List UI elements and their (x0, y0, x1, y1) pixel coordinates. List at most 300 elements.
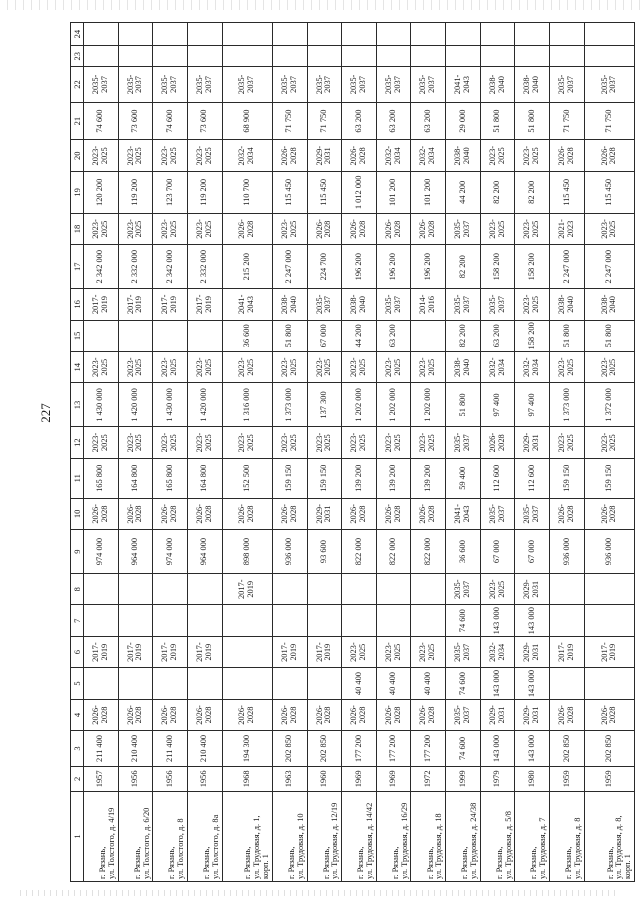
table-cell: 101 200 (376, 171, 411, 213)
table-cell (411, 574, 446, 605)
table-cell: 1 202 000 (342, 383, 377, 427)
table-cell: 2023- 2025 (550, 427, 585, 458)
table-cell (222, 668, 272, 699)
table-cell (187, 320, 222, 351)
table-cell: 2029- 2031 (480, 699, 515, 730)
table-cell: 964 000 (118, 530, 153, 574)
table-cell: 2035- 2037 (446, 427, 481, 458)
table-cell: 1956 (187, 766, 222, 791)
column-number-9: 9 (71, 530, 84, 574)
table-row (480, 23, 515, 882)
table-cell (222, 605, 272, 636)
column-number-5: 5 (71, 668, 84, 699)
table-cell: 2023- 2025 (342, 636, 377, 667)
table-cell: 2026- 2028 (376, 498, 411, 529)
address-cell: г. Рязань, ул. Трудовая, д. 7 (515, 791, 550, 881)
table-cell: 158 200 (515, 320, 550, 351)
table-cell: 158 200 (480, 245, 515, 289)
table-row (550, 23, 585, 882)
table-cell: 67 000 (480, 530, 515, 574)
table-cell: 2017- 2019 (272, 636, 307, 667)
table-cell: 2035- 2037 (584, 67, 634, 103)
column-number-16: 16 (71, 289, 84, 320)
table-cell: 93 600 (307, 530, 342, 574)
table-cell: 2026- 2028 (584, 498, 634, 529)
column-number-row (71, 23, 84, 882)
scan-noise-top (0, 0, 640, 10)
table-cell: 2035- 2037 (550, 67, 585, 103)
table-cell: 2035- 2037 (446, 699, 481, 730)
table-cell: 51 800 (584, 320, 634, 351)
table-cell: 1 202 000 (376, 383, 411, 427)
table-cell: 2038- 2040 (446, 140, 481, 171)
table-cell: 137 300 (307, 383, 342, 427)
table-cell: 82 200 (446, 320, 481, 351)
table-cell: 2026- 2028 (584, 140, 634, 171)
table-cell: 936 000 (550, 530, 585, 574)
table-cell (153, 605, 188, 636)
table-cell: 2035- 2037 (446, 289, 481, 320)
table-cell: 2026- 2028 (411, 699, 446, 730)
table-cell: 2026- 2028 (550, 498, 585, 529)
table-cell: 2026- 2028 (480, 427, 515, 458)
table-cell: 1 430 000 (153, 383, 188, 427)
table-cell (118, 46, 153, 67)
table-cell (515, 46, 550, 67)
table-cell: 97 400 (480, 383, 515, 427)
table-cell: 143 000 (480, 605, 515, 636)
column-number-10: 10 (71, 498, 84, 529)
table-cell: 196 200 (376, 245, 411, 289)
table-cell: 112 600 (515, 458, 550, 498)
table-cell: 2023- 2025 (222, 427, 272, 458)
table-cell: 101 200 (411, 171, 446, 213)
table-cell (550, 46, 585, 67)
table-cell: 2023- 2025 (480, 574, 515, 605)
table-cell: 2026- 2028 (307, 699, 342, 730)
table-row (187, 23, 222, 882)
table-cell (515, 23, 550, 46)
column-number-8: 8 (71, 574, 84, 605)
table-cell (84, 320, 119, 351)
table-cell: 115 450 (550, 171, 585, 213)
table-cell: 59 400 (446, 458, 481, 498)
table-cell (272, 574, 307, 605)
table-cell: 822 000 (411, 530, 446, 574)
table-cell (342, 574, 377, 605)
table-cell (584, 46, 634, 67)
table-cell: 2023- 2025 (187, 352, 222, 383)
table-cell: 97 400 (515, 383, 550, 427)
table-cell: 74 600 (153, 102, 188, 140)
table-cell: 2023- 2025 (376, 427, 411, 458)
table-cell (153, 46, 188, 67)
table-cell: 2035- 2037 (307, 67, 342, 103)
table-cell: 67 000 (515, 530, 550, 574)
table-cell: 2023- 2025 (84, 140, 119, 171)
table-cell: 74 600 (84, 102, 119, 140)
table-cell: 1 373 000 (272, 383, 307, 427)
table-cell: 2023- 2025 (307, 427, 342, 458)
table-cell (411, 320, 446, 351)
table-cell: 2035- 2037 (376, 67, 411, 103)
table-cell: 63 200 (376, 102, 411, 140)
table-cell (550, 605, 585, 636)
table-cell: 1999 (446, 766, 481, 791)
column-number-13: 13 (71, 383, 84, 427)
table-cell (550, 23, 585, 46)
column-number-6: 6 (71, 636, 84, 667)
table-cell: 63 200 (480, 320, 515, 351)
table-cell: 2035- 2037 (84, 67, 119, 103)
table-cell: 2023- 2025 (550, 352, 585, 383)
table-cell: 974 000 (153, 530, 188, 574)
table-cell: 2035- 2037 (446, 574, 481, 605)
table-cell (153, 668, 188, 699)
table-cell: 143 000 (515, 605, 550, 636)
table-cell: 2023- 2025 (153, 427, 188, 458)
table-cell: 202 850 (272, 731, 307, 767)
table-cell: 1968 (222, 766, 272, 791)
table-cell: 2017- 2019 (153, 636, 188, 667)
column-number-23: 23 (71, 46, 84, 67)
table-cell: 196 200 (342, 245, 377, 289)
table-cell: 2035- 2037 (187, 67, 222, 103)
table-row (376, 23, 411, 882)
table-cell (153, 320, 188, 351)
table-cell (118, 574, 153, 605)
table-cell: 115 450 (272, 171, 307, 213)
table-cell: 2026- 2028 (584, 699, 634, 730)
table-cell: 159 150 (307, 458, 342, 498)
table-cell: 159 150 (584, 458, 634, 498)
column-number-15: 15 (71, 320, 84, 351)
table-cell (118, 23, 153, 46)
table-cell: 2017- 2019 (550, 636, 585, 667)
table-cell: 1 430 000 (84, 383, 119, 427)
table-cell (376, 574, 411, 605)
table-cell: 152 500 (222, 458, 272, 498)
table-cell (272, 605, 307, 636)
table-cell: 2029- 2031 (307, 498, 342, 529)
table-cell (550, 574, 585, 605)
table-cell: 1 420 000 (187, 383, 222, 427)
table-cell (480, 46, 515, 67)
table-cell: 143 000 (480, 731, 515, 767)
table-cell: 36 600 (446, 530, 481, 574)
table-cell (376, 23, 411, 46)
table-cell: 115 450 (307, 171, 342, 213)
table-cell: 2026- 2028 (153, 699, 188, 730)
table-cell: 29 000 (446, 102, 481, 140)
table-cell: 74 600 (446, 605, 481, 636)
table-cell: 1959 (550, 766, 585, 791)
table-cell (480, 23, 515, 46)
table-cell: 2026- 2028 (222, 213, 272, 244)
table-cell: 2023- 2025 (376, 352, 411, 383)
table-cell: 159 150 (272, 458, 307, 498)
table-cell: 2023- 2025 (515, 289, 550, 320)
table-cell (342, 23, 377, 46)
table-cell: 2017- 2019 (153, 289, 188, 320)
table-cell: 177 200 (342, 731, 377, 767)
table-cell (376, 605, 411, 636)
table-cell (342, 605, 377, 636)
table-cell: 165 800 (84, 458, 119, 498)
table-cell: 71 750 (584, 102, 634, 140)
table-cell (84, 46, 119, 67)
table-cell (272, 668, 307, 699)
table-cell: 1 012 000 (342, 171, 377, 213)
table-cell: 1 373 000 (550, 383, 585, 427)
table-cell: 123 700 (153, 171, 188, 213)
table-cell: 202 850 (550, 731, 585, 767)
table-cell: 143 000 (480, 668, 515, 699)
table-cell: 2032- 2034 (480, 636, 515, 667)
table-cell: 1 372 000 (584, 383, 634, 427)
table-cell (584, 668, 634, 699)
table-cell: 2026- 2028 (153, 498, 188, 529)
table-cell: 82 200 (515, 171, 550, 213)
table-cell: 2026- 2028 (411, 213, 446, 244)
table-cell (584, 605, 634, 636)
table-row (584, 23, 634, 882)
table-cell: 2035- 2037 (411, 67, 446, 103)
table-cell: 1956 (118, 766, 153, 791)
table-cell: 822 000 (376, 530, 411, 574)
table-cell: 159 150 (550, 458, 585, 498)
table-cell: 2023- 2025 (84, 427, 119, 458)
table-cell: 2041- 2043 (446, 498, 481, 529)
address-cell: г. Рязань, ул. Трудовая, д. 5/8 (480, 791, 515, 881)
table-cell: 2023- 2025 (187, 213, 222, 244)
table-cell (84, 574, 119, 605)
table-cell: 51 800 (515, 102, 550, 140)
table-cell: 2 247 000 (272, 245, 307, 289)
table-row (307, 23, 342, 882)
table-cell: 196 200 (411, 245, 446, 289)
table-cell: 143 000 (515, 731, 550, 767)
table-cell: 2017- 2019 (187, 636, 222, 667)
table-cell: 2026- 2028 (550, 699, 585, 730)
table-cell: 2023- 2025 (187, 427, 222, 458)
table-cell: 2029- 2031 (515, 699, 550, 730)
table-cell: 211 400 (84, 731, 119, 767)
address-cell: г. Рязань, ул. Толстого, д. 6/20 (118, 791, 153, 881)
table-cell: 2017- 2019 (84, 289, 119, 320)
address-cell: г. Рязань, ул. Толстого, д. 4/19 (84, 791, 119, 881)
table-cell: 2035- 2037 (376, 289, 411, 320)
table-cell: 2023- 2025 (515, 140, 550, 171)
table-cell: 2038- 2040 (550, 289, 585, 320)
table-cell: 164 800 (187, 458, 222, 498)
address-cell: г. Рязань, ул. Толстого, д. 8а (187, 791, 222, 881)
table-cell: 2023- 2025 (584, 352, 634, 383)
table-cell: 2026- 2028 (118, 699, 153, 730)
address-cell: г. Рязань, ул. Трудовая, д. 8, корп. 1 (584, 791, 634, 881)
table-cell (118, 668, 153, 699)
table-cell: 2035- 2037 (515, 498, 550, 529)
table-cell (153, 23, 188, 46)
table-cell: 2026- 2028 (342, 498, 377, 529)
table-row (411, 23, 446, 882)
table-cell: 2023- 2025 (84, 213, 119, 244)
table-cell: 2035- 2037 (342, 67, 377, 103)
table-cell: 2032- 2034 (411, 140, 446, 171)
table-cell: 2026- 2028 (187, 699, 222, 730)
table-cell: 73 600 (187, 102, 222, 140)
table-cell (118, 605, 153, 636)
table-cell: 2023- 2025 (222, 352, 272, 383)
table-cell: 2026- 2028 (307, 213, 342, 244)
table-cell: 1 316 000 (222, 383, 272, 427)
address-cell: г. Рязань, ул. Трудовая, д. 24/38 (446, 791, 481, 881)
table-cell: 73 600 (118, 102, 153, 140)
table-cell: 2035- 2037 (118, 67, 153, 103)
column-number-3: 3 (71, 731, 84, 767)
table-cell: 2023- 2025 (153, 213, 188, 244)
table-cell: 115 450 (584, 171, 634, 213)
address-cell: г. Рязань, ул. Трудовая, д. 8 (550, 791, 585, 881)
table-cell (187, 605, 222, 636)
table-cell: 2017- 2019 (584, 636, 634, 667)
table-cell: 2026- 2028 (342, 140, 377, 171)
table-cell (446, 46, 481, 67)
table-cell: 2035- 2037 (222, 67, 272, 103)
table-cell: 165 800 (153, 458, 188, 498)
table-cell: 2032- 2034 (376, 140, 411, 171)
table-cell: 36 600 (222, 320, 272, 351)
table-cell: 1 202 000 (411, 383, 446, 427)
table-cell: 2023- 2025 (584, 213, 634, 244)
table-cell: 40 400 (411, 668, 446, 699)
table-cell (187, 668, 222, 699)
table-cell: 74 600 (446, 731, 481, 767)
scan-noise-bottom (15, 890, 615, 896)
table-cell: 2017- 2019 (187, 289, 222, 320)
table-cell (272, 23, 307, 46)
table-cell: 210 400 (187, 731, 222, 767)
address-cell: г. Рязань, ул. Трудовая, д. 16/29 (376, 791, 411, 881)
table-cell: 210 400 (118, 731, 153, 767)
table-cell: 51 800 (550, 320, 585, 351)
table-cell: 2023- 2025 (118, 140, 153, 171)
table-cell (307, 46, 342, 67)
table-cell (222, 23, 272, 46)
table-cell (411, 605, 446, 636)
table-cell: 2023- 2025 (411, 636, 446, 667)
table-row (515, 23, 550, 882)
table-cell: 63 200 (411, 102, 446, 140)
table-cell: 119 200 (118, 171, 153, 213)
table-cell: 2032- 2034 (480, 352, 515, 383)
table-cell: 40 400 (376, 668, 411, 699)
table-cell: 2026- 2028 (84, 498, 119, 529)
table-cell: 2023- 2025 (307, 352, 342, 383)
table-cell: 2026- 2028 (272, 498, 307, 529)
table-cell: 2 332 000 (118, 245, 153, 289)
table-cell: 2023- 2025 (480, 140, 515, 171)
column-number-18: 18 (71, 213, 84, 244)
table-cell: 822 000 (342, 530, 377, 574)
table-cell: 1979 (480, 766, 515, 791)
table-cell: 2023- 2025 (153, 352, 188, 383)
table-cell: 2023- 2025 (272, 427, 307, 458)
table-cell: 2041- 2043 (446, 67, 481, 103)
table-cell: 2029- 2031 (515, 636, 550, 667)
table-body (84, 23, 635, 882)
table-cell: 63 200 (376, 320, 411, 351)
table-cell: 2023- 2025 (584, 427, 634, 458)
table-cell: 215 200 (222, 245, 272, 289)
column-number-1: 1 (71, 791, 84, 881)
table-cell: 139 200 (342, 458, 377, 498)
table-cell (118, 320, 153, 351)
table-cell: 2035- 2037 (446, 636, 481, 667)
table-cell: 202 850 (584, 731, 634, 767)
table-row (222, 23, 272, 882)
table-cell: 2023- 2025 (118, 352, 153, 383)
table-cell: 51 800 (446, 383, 481, 427)
table-cell: 2014- 2016 (411, 289, 446, 320)
table-cell: 936 000 (272, 530, 307, 574)
table-cell: 177 200 (376, 731, 411, 767)
table-cell: 2026- 2028 (222, 498, 272, 529)
table-cell: 2041- 2043 (222, 289, 272, 320)
table-cell (307, 574, 342, 605)
table-cell (187, 574, 222, 605)
table-cell: 2032- 2034 (222, 140, 272, 171)
column-number-2: 2 (71, 766, 84, 791)
table-cell: 82 200 (446, 245, 481, 289)
address-cell: г. Рязань, ул. Трудовая, д. 12/19 (307, 791, 342, 881)
table-cell: 2035- 2037 (272, 67, 307, 103)
table-cell: 143 000 (515, 668, 550, 699)
table-cell: 2021- 2023 (550, 213, 585, 244)
column-number-17: 17 (71, 245, 84, 289)
rotated-page-area (70, 22, 635, 882)
table-cell: 68 900 (222, 102, 272, 140)
table-cell: 2023- 2025 (187, 140, 222, 171)
table-cell: 2023- 2025 (272, 213, 307, 244)
table-cell: 2026- 2028 (84, 699, 119, 730)
table-cell: 119 200 (187, 171, 222, 213)
table-cell (84, 23, 119, 46)
table-cell: 1 420 000 (118, 383, 153, 427)
column-number-14: 14 (71, 352, 84, 383)
table-cell: 2023- 2025 (411, 427, 446, 458)
table-cell (446, 23, 481, 46)
table-cell (222, 636, 272, 667)
table-cell: 2026- 2028 (376, 699, 411, 730)
table-cell: 2023- 2025 (480, 213, 515, 244)
table-cell: 1963 (272, 766, 307, 791)
table-cell: 110 700 (222, 171, 272, 213)
table-cell: 2 247 000 (584, 245, 634, 289)
table-cell (222, 46, 272, 67)
table-cell (187, 46, 222, 67)
table-cell: 2035- 2037 (480, 289, 515, 320)
table-cell: 2017- 2019 (118, 636, 153, 667)
column-number-7: 7 (71, 605, 84, 636)
table-cell: 139 200 (376, 458, 411, 498)
table-cell (307, 668, 342, 699)
table-cell (84, 668, 119, 699)
table-cell: 2023- 2025 (515, 213, 550, 244)
table-cell: 1972 (411, 766, 446, 791)
table-cell (84, 605, 119, 636)
table-cell: 1960 (307, 766, 342, 791)
